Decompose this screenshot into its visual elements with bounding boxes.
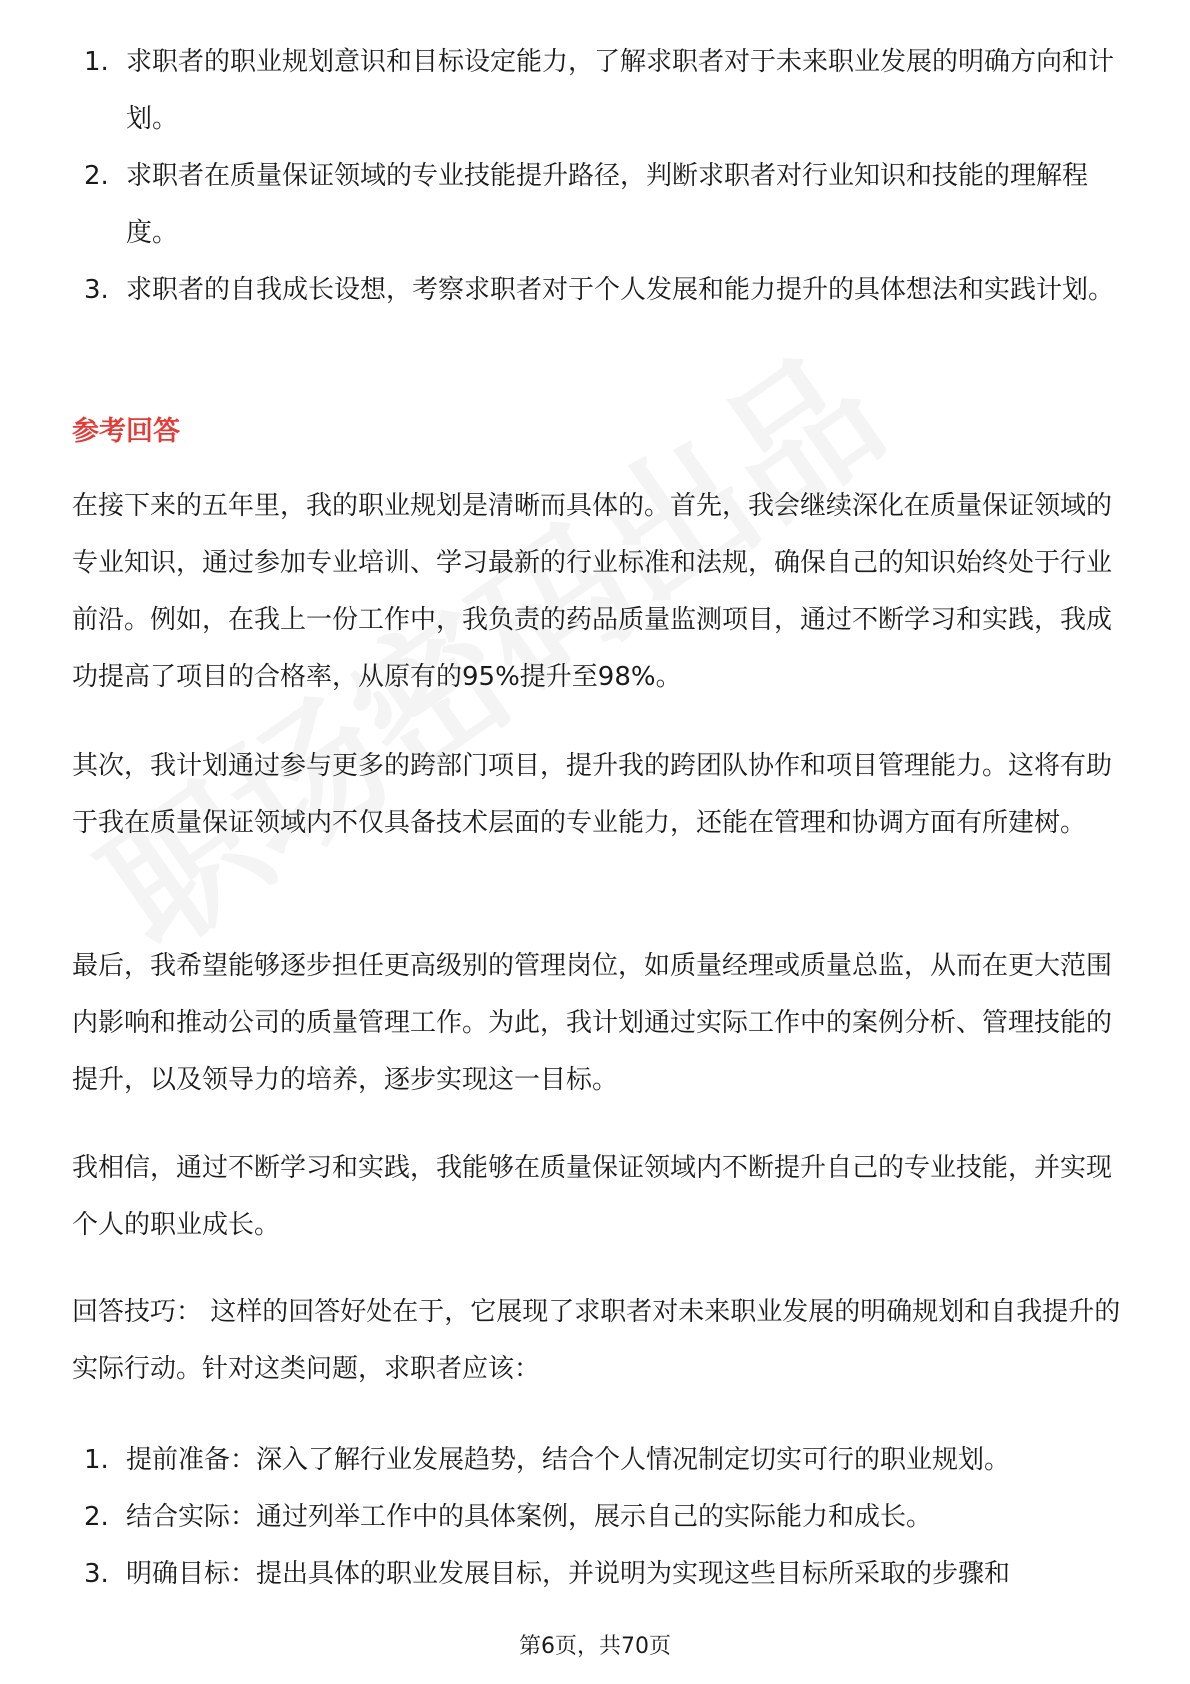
answer-paragraph-4: 我相信，通过不断学习和实践，我能够在质量保证领域内不断提升自己的专业技能，并实现个人的职业成长。	[72, 1153, 1113, 1240]
list-item-text: 结合实际：通过列举工作中的具体案例，展示自己的实际能力和成长。	[126, 1502, 933, 1532]
list-item-text: 求职者的自我成长设想，考察求职者对于个人发展和能力提升的具体想法和实践计划。	[126, 275, 1115, 305]
list-item-number: 3.	[84, 1559, 109, 1589]
list-item-text: 提前准备：深入了解行业发展趋势，结合个人情况制定切实可行的职业规划。	[126, 1445, 1011, 1475]
tips-intro-paragraph: 回答技巧： 这样的回答好处在于，它展现了求职者对未来职业发展的明确规划和自我提升的实际行动。针对这类问题，求职者应该：	[72, 1297, 1121, 1384]
answer-paragraph-2: 其次，我计划通过参与更多的跨部门项目，提升我的跨团队协作和项目管理能力。这将有助于我在质量保证领域内不仅具备技术层面的专业能力，还能在管理和协调方面有所建树。	[72, 751, 1113, 838]
list-item-number: 3.	[84, 275, 109, 305]
list-item	[84, 1546, 1114, 1603]
list-item	[84, 34, 1114, 148]
tips-list	[84, 1432, 1114, 1603]
list-item-text: 求职者的职业规划意识和目标设定能力，了解求职者对于未来职业发展的明确方向和计划。	[126, 47, 1115, 134]
answer-paragraph-3: 最后，我希望能够逐步担任更高级别的管理岗位，如质量经理或质量总监，从而在更大范围内影响和推动公司的质量管理工作。为此，我计划通过实际工作中的案例分析、管理技能的提升，以及领导力的培养，逐步实现这一目标。	[72, 951, 1113, 1095]
list-item	[84, 148, 1114, 262]
list-item-number: 2.	[84, 161, 109, 191]
list-item-number: 1.	[84, 47, 109, 77]
answer-paragraph-1: 在接下来的五年里，我的职业规划是清晰而具体的。首先，我会继续深化在质量保证领域的专业知识，通过参加专业培训、学习最新的行业标准和法规，确保自己的知识始终处于行业前沿。例如，在我上一份工作中，我负责的药品质量监测项目，通过不断学习和实践，我成功提高了项目的合格率，从原有的95%提升至98%。	[72, 491, 1113, 692]
page-number-footer: 第6页，共70页	[519, 1634, 671, 1659]
list-item-number: 2.	[84, 1502, 109, 1532]
section-heading: 参考回答	[72, 416, 180, 447]
list-item-number: 1.	[84, 1445, 109, 1475]
list-item-text: 明确目标：提出具体的职业发展目标，并说明为实现这些目标所采取的步骤和	[126, 1559, 1011, 1589]
list-item	[84, 1432, 1114, 1489]
intro-list	[84, 34, 1114, 319]
list-item	[84, 262, 1114, 319]
list-item	[84, 1489, 1114, 1546]
list-item-text: 求职者在质量保证领域的专业技能提升路径，判断求职者对行业知识和技能的理解程度。	[126, 161, 1089, 248]
